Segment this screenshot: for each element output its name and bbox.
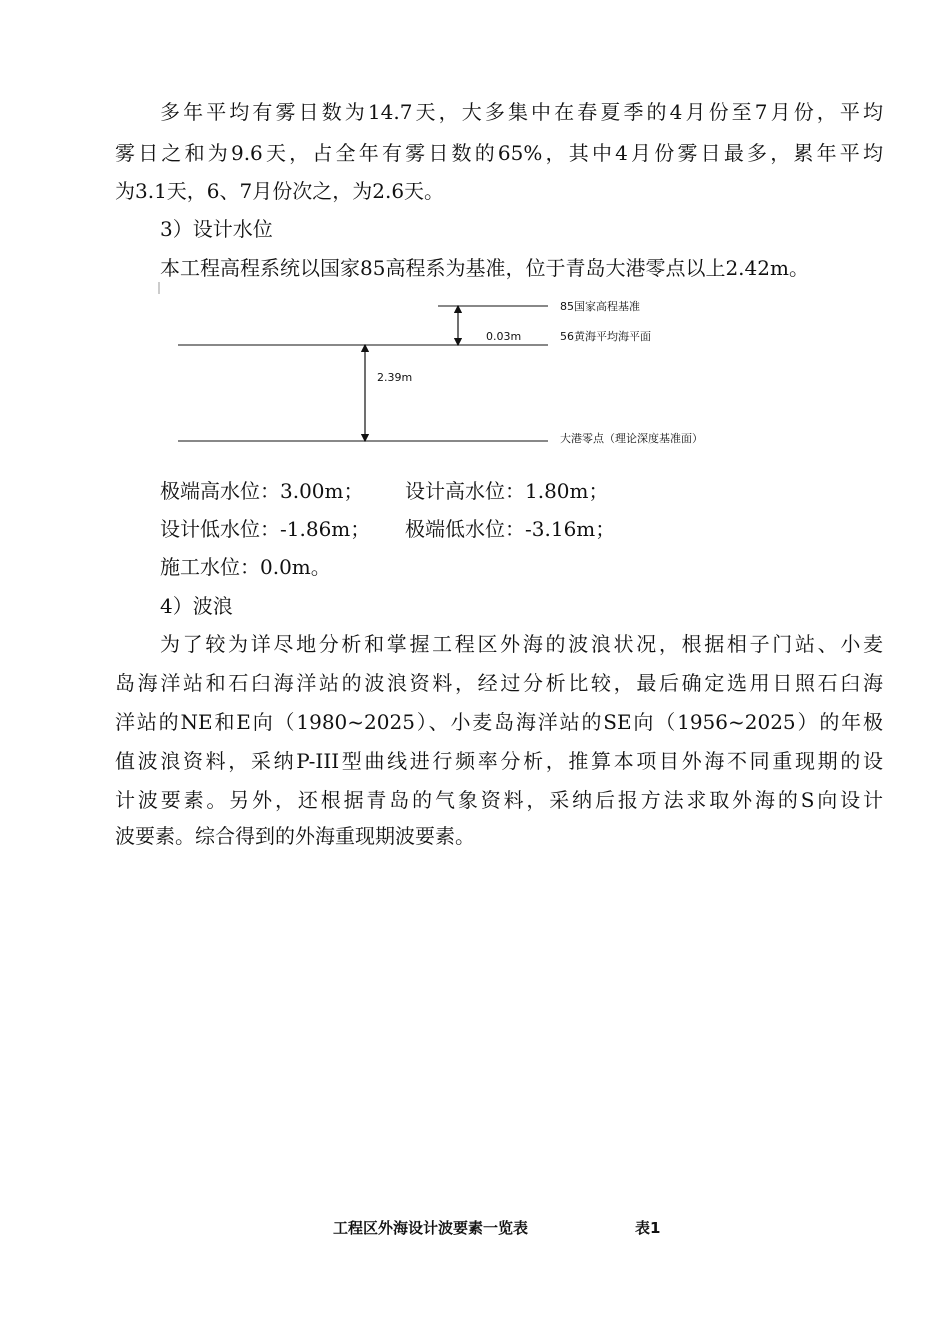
- fog-paragraph-line-2: 雾日之和为9.6天，占全年有雾日数的65%，其中4月份雾日最多，累年平均: [115, 141, 883, 165]
- design-low-water: 设计低水位：-1.86m；: [160, 517, 371, 541]
- design-high-water: 设计高水位：1.80m；: [405, 479, 609, 503]
- waves-line-4: 值波浪资料，采纳P-III型曲线进行频率分析，推算本项目外海不同重现期的设: [115, 749, 883, 773]
- fog-paragraph-line-1: 多年平均有雾日数为14.7天，大多集中在春夏季的4月份至7月份，平均: [160, 100, 883, 124]
- label-gap-small: 0.03m: [486, 330, 522, 343]
- label-harbor-zero: 大港零点（理论深度基准面）: [560, 432, 703, 445]
- fog-paragraph-line-3: 为3.1天，6、7月份次之，为2.6天。: [115, 179, 445, 203]
- waves-line-5: 计波要素。另外，还根据青岛的气象资料，采纳后报方法求取外海的S向设计: [115, 788, 883, 812]
- waves-line-1: 为了较为详尽地分析和掌握工程区外海的波浪状况，根据相子门站、小麦: [160, 632, 883, 656]
- waves-heading: 4）波浪: [160, 594, 233, 618]
- waves-line-3: 洋站的NE和E向（1980~2025）、小麦岛海洋站的SE向（1956~2025）的年极: [115, 710, 883, 734]
- table-number: 表1: [635, 1219, 661, 1237]
- label-gap-large: 2.39m: [377, 371, 413, 384]
- label-56-datum: 56黄海平均海平面: [560, 330, 651, 343]
- extreme-high-water: 极端高水位：3.00m；: [160, 479, 364, 503]
- water-level-intro: 本工程高程系统以国家85高程系为基准，位于青岛大港零点以上2.42m。: [160, 256, 809, 280]
- water-level-heading: 3）设计水位: [160, 217, 273, 241]
- label-85-datum: 85国家高程基准: [560, 300, 640, 313]
- table-title: 工程区外海设计波要素一览表: [333, 1219, 529, 1237]
- construction-water: 施工水位：0.0m。: [160, 555, 331, 579]
- waves-line-2: 岛海洋站和石臼海洋站的波浪资料，经过分析比较，最后确定选用日照石臼海: [115, 671, 883, 695]
- extreme-low-water: 极端低水位：-3.16m；: [405, 517, 616, 541]
- waves-line-6: 波要素。综合得到的外海重现期波要素。: [115, 824, 475, 848]
- datum-diagram: [150, 282, 770, 452]
